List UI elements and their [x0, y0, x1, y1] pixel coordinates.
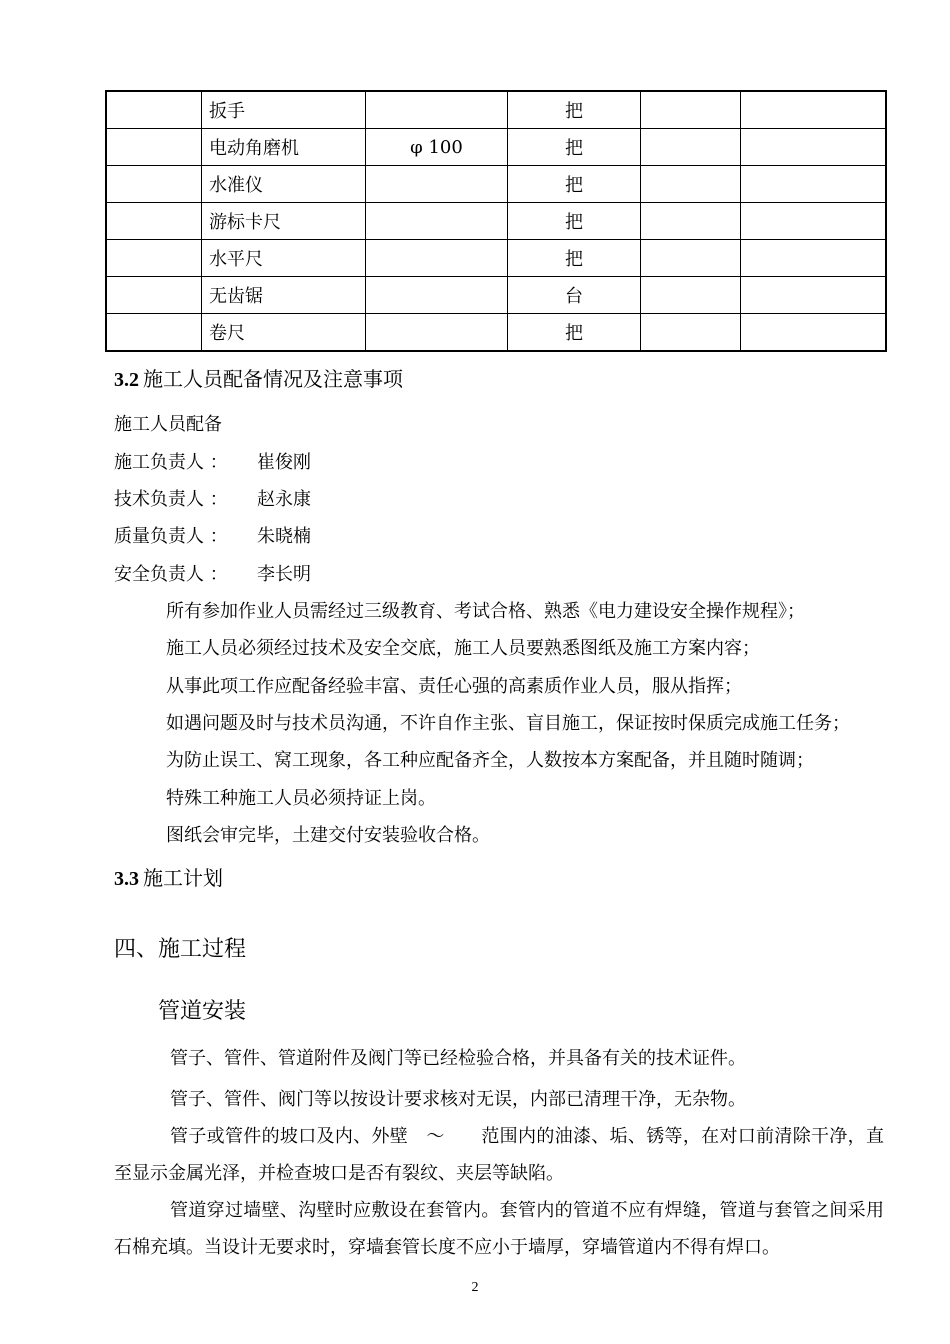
role-line: [114, 563, 514, 587]
note-line: 为防止误工、窝工现象，各工种应配备齐全，人数按本方案配备，并且随时随调；: [166, 750, 814, 771]
body-paragraph: 管道穿过墙壁、沟壁时应敷设在套管内。套管内的管道不应有焊缝，管道与套管之间采用石棉充填。当设计无要求时，穿墙套管长度不应小于墙厚，穿墙管道内不得有焊口。: [114, 1200, 884, 1258]
note-line: 施工人员必须经过技术及安全交底，施工人员要熟悉图纸及施工方案内容；: [166, 638, 760, 659]
tool-spec: φ 100: [366, 129, 508, 166]
table-row: [106, 277, 886, 314]
tool-unit: 把: [508, 240, 641, 277]
role-title: 安全负责人 ：: [114, 564, 228, 585]
role-title: 技术负责人 ：: [114, 489, 228, 510]
tool-name: 无齿锯: [202, 277, 366, 314]
tool-name: 扳手: [202, 91, 366, 129]
note-line: 图纸会审完毕，土建交付安装验收合格。: [166, 825, 490, 846]
tool-unit: 把: [508, 166, 641, 203]
tool-unit: 把: [508, 91, 641, 129]
tool-spec: [366, 277, 508, 314]
role-person: 李长明: [257, 564, 311, 585]
note-line: 从事此项工作应配备经验丰富、责任心强的高素质作业人员，服从指挥；: [166, 676, 742, 697]
role-line: [114, 488, 514, 512]
tool-name: 卷尺: [202, 314, 366, 352]
tools-table: [105, 90, 887, 352]
role-person: 赵永康: [257, 489, 311, 510]
tool-unit: 把: [508, 314, 641, 352]
role-person: 朱晓楠: [257, 526, 311, 547]
section-number: 3.3: [114, 868, 139, 890]
section-title: 施工计划: [143, 866, 223, 890]
section-3-3-heading: [114, 866, 223, 891]
table-row: [106, 240, 886, 277]
body-paragraph: 管子或管件的坡口及内、外壁 ～ 范围内的油漆、垢、锈等，在对口前清除干净，直至显示金属光泽，并检查坡口是否有裂纹、夹层等缺陷。: [114, 1126, 884, 1184]
note-line: 所有参加作业人员需经过三级教育、考试合格、熟悉《电力建设安全操作规程》；: [166, 601, 805, 622]
tool-unit: 把: [508, 129, 641, 166]
note-line: 特殊工种施工人员必须持证上岗。: [166, 788, 436, 809]
table-row: [106, 91, 886, 129]
tool-name: 游标卡尺: [202, 203, 366, 240]
tool-spec: [366, 91, 508, 129]
page-number: 2: [471, 1280, 479, 1295]
note-line: 如遇问题及时与技术员沟通，不许自作主张、盲目施工，保证按时保质完成施工任务；: [166, 713, 850, 734]
tool-unit: 台: [508, 277, 641, 314]
role-person: 崔俊刚: [257, 452, 311, 473]
tool-spec: [366, 203, 508, 240]
subsection-heading: 管道安装: [158, 999, 247, 1024]
tool-spec: [366, 240, 508, 277]
table-row: [106, 166, 886, 203]
role-line: [114, 451, 514, 475]
tool-spec: [366, 314, 508, 352]
tool-name: 水平尺: [202, 240, 366, 277]
section-title: 施工人员配备情况及注意事项: [143, 367, 403, 391]
table-row: [106, 203, 886, 240]
tool-unit: 把: [508, 203, 641, 240]
body-paragraph: 管子、管件、阀门等以按设计要求核对无误，内部已清理干净，无杂物。: [170, 1089, 746, 1110]
body-paragraph: 管子、管件、管道附件及阀门等已经检验合格，并具备有关的技术证件。: [170, 1048, 746, 1069]
section-4-heading: 四、施工过程: [114, 937, 247, 962]
tool-spec: [366, 166, 508, 203]
section-3-2-heading: [114, 367, 403, 392]
staffing-label: 施工人员配备: [114, 414, 222, 435]
tool-name: 电动角磨机: [202, 129, 366, 166]
role-title: 施工负责人 ：: [114, 452, 228, 473]
role-title: 质量负责人 ：: [114, 526, 228, 547]
tool-name: 水准仪: [202, 166, 366, 203]
table-row: [106, 129, 886, 166]
role-line: [114, 525, 514, 549]
section-number: 3.2: [114, 369, 139, 391]
table-row: [106, 314, 886, 352]
